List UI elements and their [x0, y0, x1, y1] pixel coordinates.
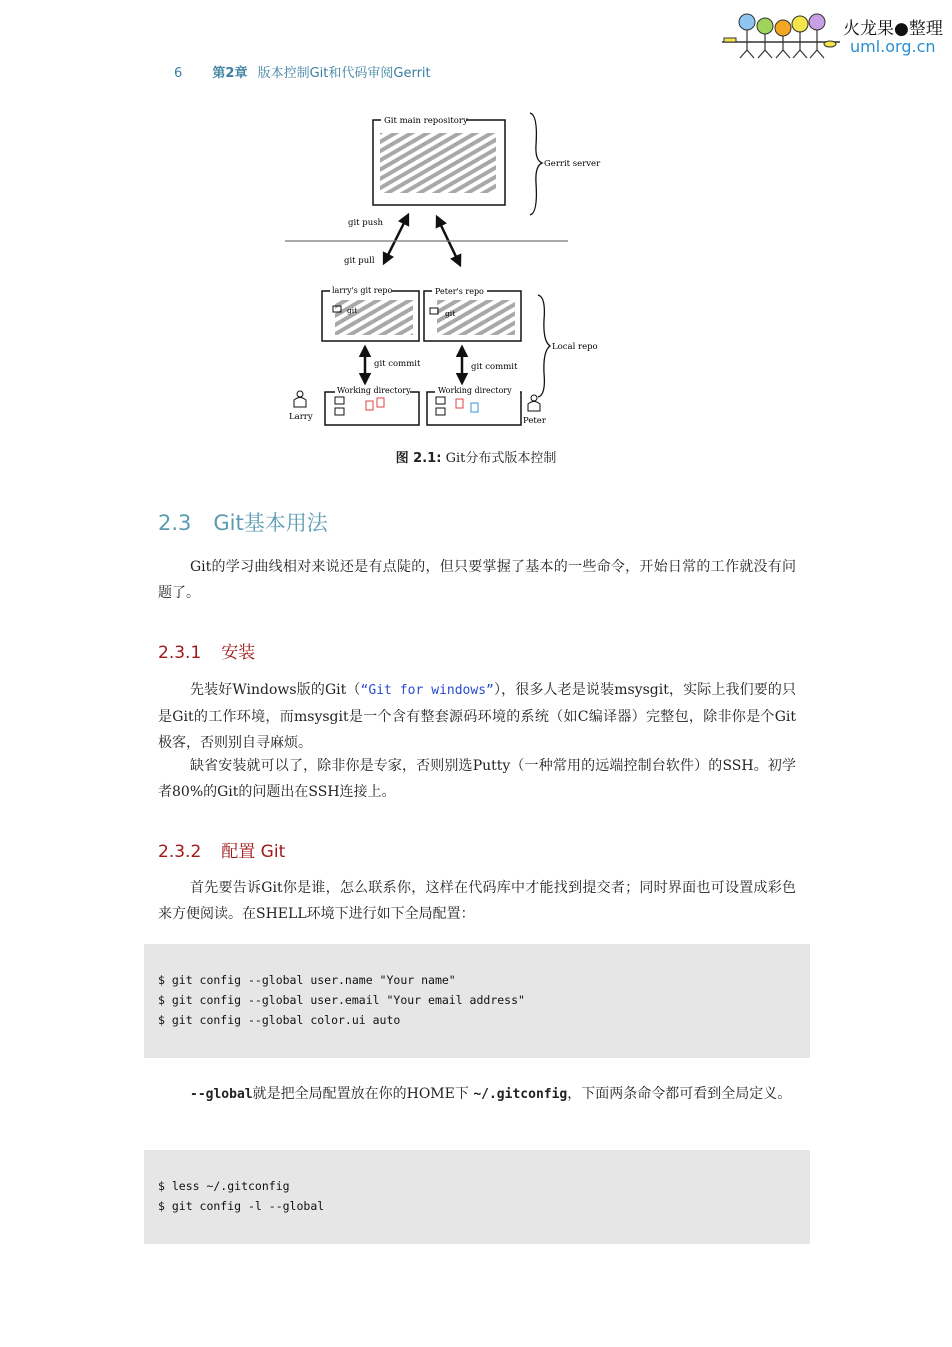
peter-wd-label: Working directory [438, 386, 512, 395]
commit-label-peter: git commit [471, 362, 518, 372]
main-repo-label: Git main repository [384, 116, 468, 126]
config-text-after: ，下面两条命令都可看到全局定义。 [567, 1086, 792, 1102]
git-for-windows-link[interactable]: “Git for windows” [360, 683, 494, 698]
gerrit-label: Gerrit server [544, 159, 601, 169]
subsection-config-number: 2.3.2 [158, 842, 202, 862]
subsection-install-heading [158, 638, 255, 663]
chapter-title: 版本控制Git和代码审阅Gerrit [257, 66, 431, 81]
caption-text: Git分布式版本控制 [445, 451, 557, 466]
main-repo-hatch [380, 133, 496, 193]
larry-wd-label: Working directory [337, 386, 411, 395]
code-line: $ less ~/.gitconfig [158, 1179, 290, 1193]
install-paragraph-1 [158, 677, 796, 756]
running-header [174, 62, 431, 81]
install-text-before: 先装好Windows版的Git（ [190, 682, 361, 698]
logo-url: uml.org.cn [850, 37, 936, 56]
subsection-config-heading [158, 837, 285, 862]
config-paragraph-1: 首先要告诉Git你是谁，怎么联系你，这样在代码库中才能找到提交者；同时界面也可设置成彩色来方便阅读。在SHELL环境下进行如下全局配置： [158, 880, 796, 922]
larry-git-label: git [347, 306, 358, 315]
code-line: $ git config --global user.name "Your name" [158, 973, 456, 987]
config-text-mid: 就是把全局配置放在你的HOME下 [252, 1086, 474, 1102]
section-heading [158, 507, 328, 537]
config-paragraph-2 [158, 1081, 796, 1108]
code-line: $ git config --global user.email "Your email address" [158, 993, 525, 1007]
code-line: $ git config -l --global [158, 1199, 325, 1213]
caption-label: 图 2.1: [395, 451, 442, 466]
peter-repo-label: Peter's repo [435, 287, 484, 296]
git-distributed-diagram [280, 105, 610, 435]
push-label: git push [348, 218, 384, 228]
section-number: 2.3 [158, 511, 192, 535]
logo-name: 火龙果●整理 [843, 19, 943, 39]
logo-figures-icon [722, 10, 842, 62]
code-block-view [144, 1150, 810, 1244]
chapter-label: 第2章 [212, 66, 248, 81]
commit-label-larry: git commit [374, 359, 421, 369]
larry-person-icon [294, 391, 306, 407]
local-brace [538, 295, 550, 397]
section-title: Git基本用法 [213, 511, 328, 535]
global-option: --global [190, 1087, 253, 1102]
code-line: $ git config --global color.ui auto [158, 1013, 401, 1027]
code-block-config [144, 944, 810, 1058]
gerrit-brace [530, 113, 542, 215]
figure-caption [0, 447, 952, 466]
logo [722, 10, 947, 62]
peter-label: Peter [523, 416, 546, 426]
peter-git-label: git [445, 309, 456, 318]
subsection-install-title: 安装 [221, 643, 256, 663]
page-number: 6 [174, 66, 183, 81]
gitconfig-path: ~/.gitconfig [473, 1087, 568, 1102]
install-text-after: ），很多人老是说装msysgit，实际上我们要的只是Git的工作环境，而msysgit是一个含有整套源码环境的系统（如C编译器）完整包，除非你是个Git极客，否则别自寻麻烦。 [158, 682, 797, 751]
larry-label: Larry [289, 412, 313, 422]
install-paragraph-2: 缺省安装就可以了，除非你是专家，否则别选Putty（一种常用的远端控制台软件）的SSH。初学者80%的Git的问题出在SSH连接上。 [158, 758, 796, 800]
subsection-install-number: 2.3.1 [158, 643, 202, 663]
larry-repo-label: larry's git repo [332, 286, 393, 295]
intro-paragraph: Git的学习曲线相对来说还是有点陡的，但只要掌握了基本的一些命令，开始日常的工作就没有问题了。 [158, 559, 796, 601]
subsection-config-title: 配置 Git [221, 842, 286, 862]
pull-label: git pull [344, 256, 375, 266]
local-repo-label: Local repo [552, 342, 598, 352]
